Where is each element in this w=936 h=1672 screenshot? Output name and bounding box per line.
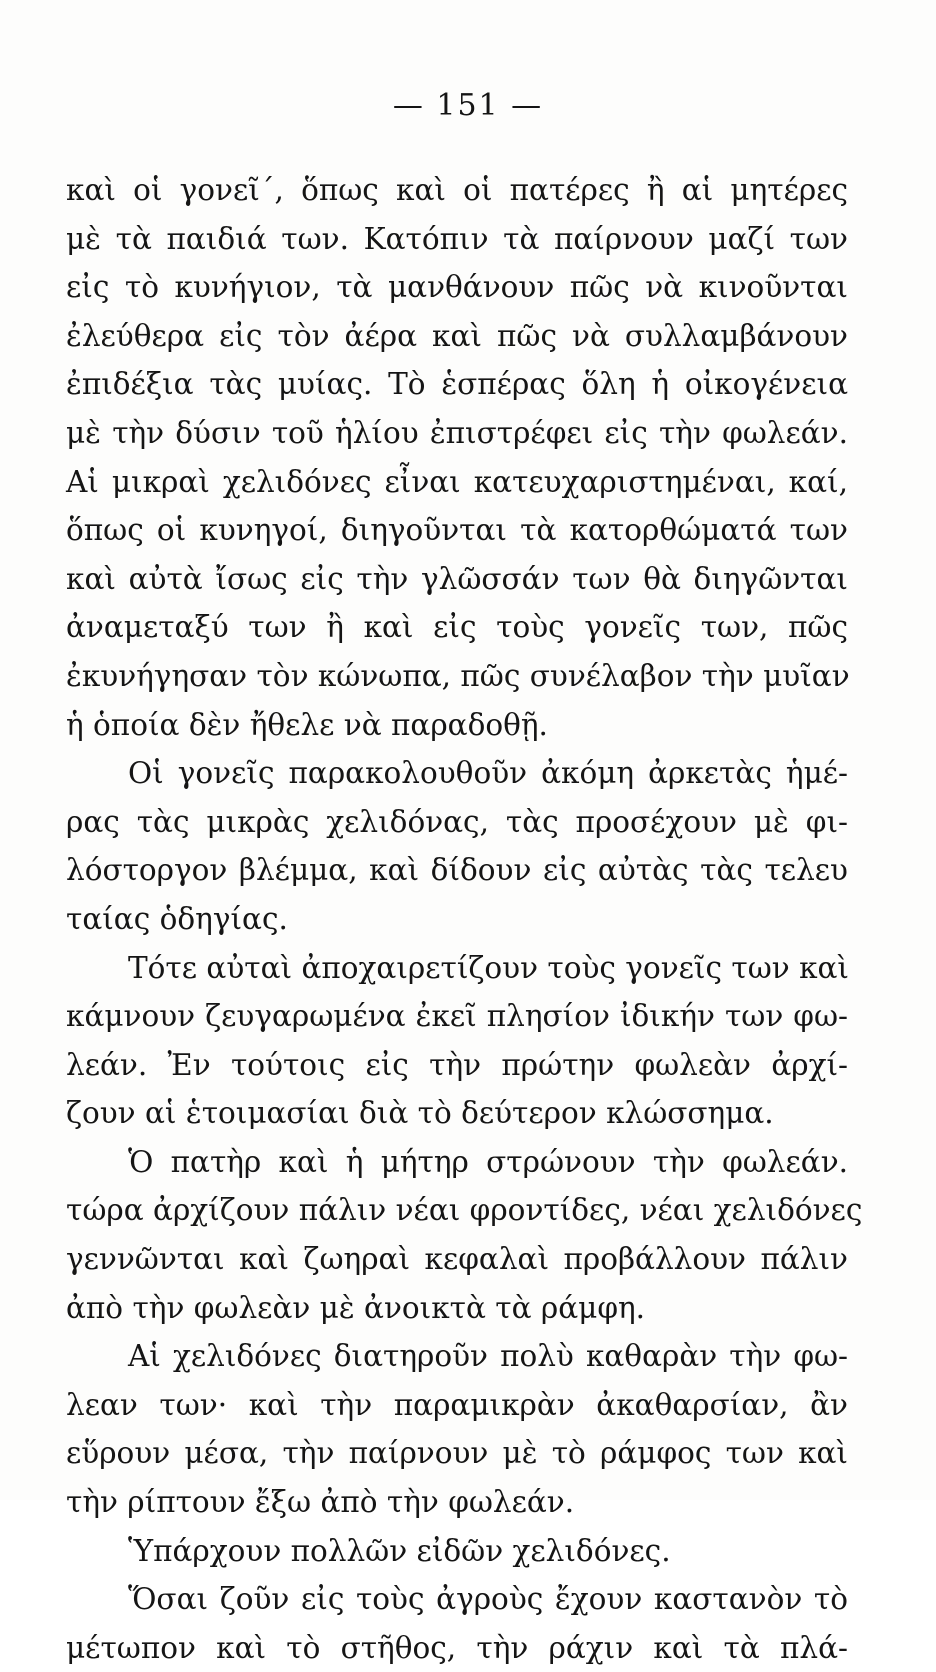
text-line: ἐκυνήγησαν τὸν κώνωπα, πῶς συνέλαβον τὴν μυῖαν <box>66 658 850 693</box>
text-line: Οἱ γονεῖς παρακολουθοῦν ἀκόμη ἀρκετὰς ἡμέ- <box>128 756 848 791</box>
text-line: Τότε αὐταὶ ἀποχαιρετίζουν τοὺς γονεῖς των καὶ <box>128 950 849 985</box>
page-number: — 151 — <box>392 88 544 123</box>
body-text <box>66 166 863 1672</box>
text-line: μέτωπον καὶ τὸ στῆθος, τὴν ράχιν καὶ τὰ πλά- <box>66 1630 848 1665</box>
text-line: ταίας ὁδηγίας. <box>66 901 288 936</box>
text-line: γεννῶνται καὶ ζωηραὶ κεφαλαὶ προβάλλουν πάλιν <box>66 1242 848 1277</box>
text-line: τώρα ἀρχίζουν πάλιν νέαι φροντίδες, νέαι χελιδόνες <box>66 1193 863 1228</box>
text-line: καὶ οἱ γονεῖ΄, ὅπως καὶ οἱ πατέρες ἢ αἱ μητέρες <box>66 173 848 207</box>
text-line: ἐλεύθερα εἰς τὸν ἀέρα καὶ πῶς νὰ συλλαμβάνουν <box>66 318 848 353</box>
text-line: τὴν ρίπτουν ἔξω ἀπὸ τὴν φωλεάν. <box>66 1485 575 1520</box>
text-line: ἀναμεταξύ των ἢ καὶ εἰς τοὺς γονεῖς των, πῶς <box>66 610 848 645</box>
text-line: καὶ αὐτὰ ἴσως εἰς τὴν γλῶσσάν των θὰ διηγῶνται <box>66 561 848 596</box>
text-line: εὕρουν μέσα, τὴν παίρνουν μὲ τὸ ράμφος των καὶ <box>66 1436 848 1471</box>
text-line: ἀπὸ τὴν φωλεὰν μὲ ἀνοικτὰ τὰ ράμφη. <box>66 1290 646 1325</box>
text-line: λεαν των· καὶ τὴν παραμικρὰν ἀκαθαρσίαν, ἂν <box>66 1387 848 1422</box>
text-line: ζουν αἱ ἑτοιμασίαι διὰ τὸ δεύτερον κλώσσημα. <box>66 1096 774 1131</box>
text-line: ἡ ὁποία δὲν ἤθελε νὰ παραδοθῇ. <box>66 707 548 742</box>
text-line: Αἱ χελιδόνες διατηροῦν πολὺ καθαρὰν τὴν φω- <box>128 1339 848 1374</box>
text-line: λόστοργον βλέμμα, καὶ δίδουν εἰς αὐτὰς τὰς τελευ <box>66 853 848 888</box>
text-line: κάμνουν ζευγαρωμένα ἐκεῖ πλησίον ἰδικήν των φω- <box>66 999 848 1034</box>
text-line: εἰς τὸ κυνήγιον, τὰ μανθάνουν πῶς νὰ κινοῦνται <box>66 270 848 305</box>
text-line: λεάν. Ἐν τούτοις εἰς τὴν πρώτην φωλεὰν ἀρχί- <box>66 1047 848 1082</box>
text-line: Ὅσαι ζοῦν εἰς τοὺς ἀγροὺς ἔχουν καστανὸν τὸ <box>128 1582 848 1617</box>
text-line: Ὑπάρχουν πολλῶν εἰδῶν χελιδόνες. <box>128 1533 671 1568</box>
text-line: ἐπιδέξια τὰς μυίας. Τὸ ἑσπέρας ὅλη ἡ οἰκογένεια <box>66 367 848 402</box>
text-line: Αἱ μικραὶ χελιδόνες εἶναι κατευχαριστημέναι, καί, <box>66 464 848 499</box>
text-line: ὅπως οἱ κυνηγοί, διηγοῦνται τὰ κατορθώματά των <box>66 513 848 548</box>
text-line: μὲ τὴν δύσιν τοῦ ἡλίου ἐπιστρέφει εἰς τὴν φωλεάν. <box>66 415 848 450</box>
text-line: ρας τὰς μικρὰς χελιδόνας, τὰς προσέχουν μὲ φι- <box>66 804 848 839</box>
text-line: Ὁ πατὴρ καὶ ἡ μήτηρ στρώνουν τὴν φωλεάν. <box>128 1144 848 1179</box>
text-line: μὲ τὰ παιδιά των. Κατόπιν τὰ παίρνουν μαζί των <box>66 221 848 256</box>
